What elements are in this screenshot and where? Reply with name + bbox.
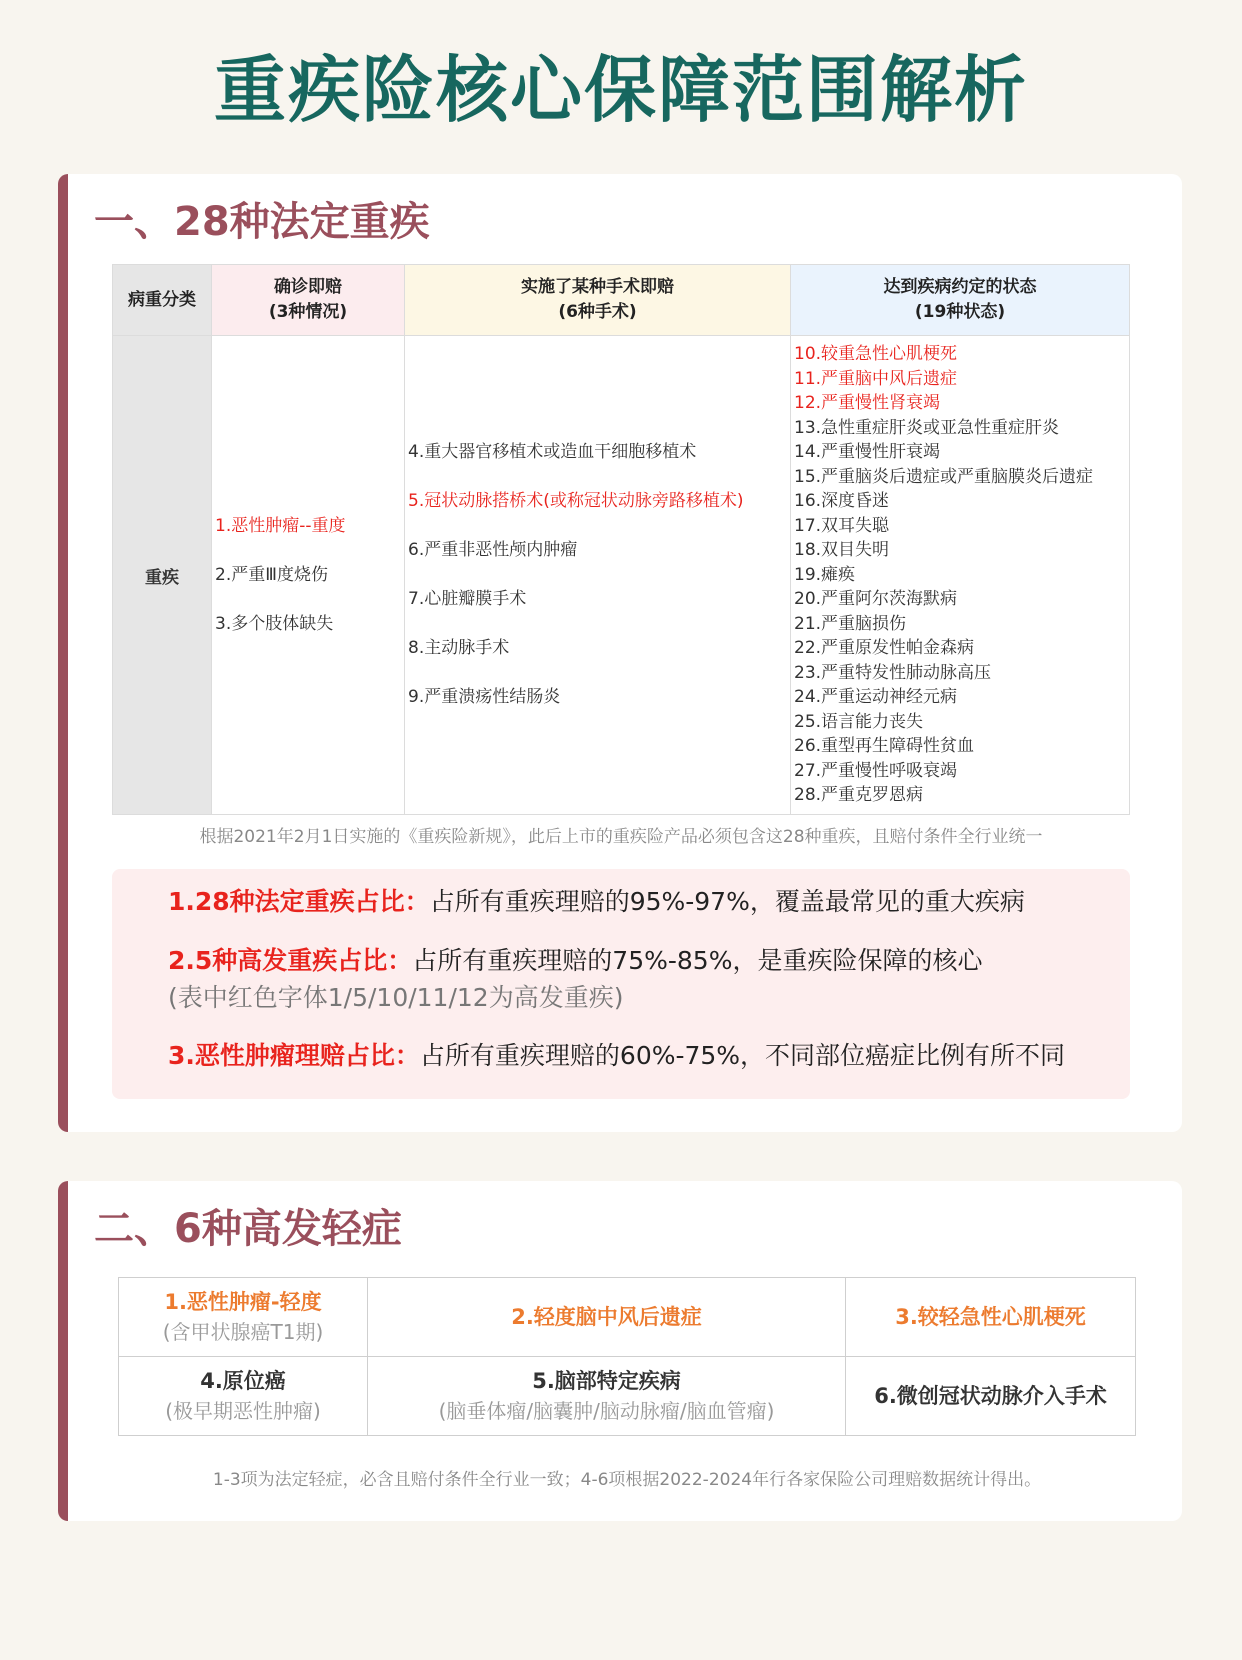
list-item: 22.严重原发性帕金森病: [794, 638, 975, 659]
list-item: 16.深度昏迷: [794, 491, 890, 512]
list-item: 19.瘫痪: [794, 564, 856, 585]
list-item: 27.严重慢性呼吸衰竭: [794, 760, 958, 781]
stats-box: [112, 869, 1130, 1099]
mild-item-3: 3.较轻急性心肌梗死: [846, 1278, 1136, 1357]
mild-item-5: 5.脑部特定疾病 (脑垂体瘤/脑囊肿/脑动脉瘤/脑血管瘤): [368, 1357, 846, 1436]
mild-item-2: 2.轻度脑中风后遗症: [368, 1278, 846, 1357]
section-6-mild-illnesses: [58, 1181, 1182, 1521]
list-item: 7.心脏瓣膜手术: [408, 589, 527, 609]
section1-title: 一、28种法定重疾: [94, 199, 430, 245]
list-item: 15.严重脑炎后遗症或严重脑膜炎后遗症: [794, 466, 1094, 487]
section2-footnote: 1-3项为法定轻症，必含且赔付条件全行业一致；4-6项根据2022-2024年行各家保险公司理赔数据统计得出。: [212, 1470, 1042, 1490]
list-item: 9.严重溃疡性结肠炎: [408, 687, 561, 707]
list-item: 17.双耳失聪: [794, 515, 890, 536]
list-item: 12.严重慢性肾衰竭: [794, 393, 941, 414]
list-item: 8.主动脉手术: [408, 638, 510, 658]
stat-2-note: (表中红色字体1/5/10/11/12为高发重疾): [168, 983, 624, 1012]
page-title: 重疾险核心保障范围解析: [213, 48, 1028, 132]
diagnosis-list: [212, 336, 405, 815]
section-28-critical-illnesses: [58, 174, 1182, 1132]
stat-2: 2.5种高发重疾占比：占所有重疾理赔的75%-85%，是重疾险保障的核心: [168, 946, 983, 975]
list-item: 21.严重脑损伤: [794, 613, 907, 634]
surgery-list: [405, 336, 791, 815]
stat-1: 1.28种法定重疾占比：占所有重疾理赔的95%-97%，覆盖最常见的重大疾病: [168, 887, 1025, 916]
list-item: 23.严重特发性肺动脉高压: [794, 662, 992, 683]
list-item: 28.严重克罗恩病: [794, 785, 924, 806]
header-diagnosis: 确诊即赔 (3种情况): [212, 265, 405, 336]
mild-item-4: 4.原位癌 (极早期恶性肿瘤): [119, 1357, 368, 1436]
mild-illness-table: [118, 1277, 1136, 1436]
list-item: 14.严重慢性肝衰竭: [794, 442, 941, 463]
section2-title: 二、6种高发轻症: [94, 1206, 402, 1252]
list-item: 2.严重Ⅲ度烧伤: [215, 564, 328, 585]
row-label: 重疾: [113, 336, 212, 815]
mild-item-1: 1.恶性肿瘤-轻度 (含甲状腺癌T1期): [119, 1278, 368, 1357]
stat-3: 3.恶性肿瘤理赔占比：占所有重疾理赔的60%-75%，不同部位癌症比例有所不同: [168, 1041, 1066, 1070]
state-list: [791, 336, 1130, 815]
list-item: 4.重大器官移植术或造血干细胞移植术: [408, 442, 697, 462]
mild-item-6: 6.微创冠状动脉介入手术: [846, 1357, 1136, 1436]
section1-footnote: 根据2021年2月1日实施的《重疾险新规》，此后上市的重疾险产品必须包含这28种重疾，且赔付条件全行业统一: [199, 827, 1043, 847]
list-item: 10.较重急性心肌梗死: [794, 344, 958, 365]
header-surgery: 实施了某种手术即赔 (6种手术): [405, 265, 791, 336]
list-item: 20.严重阿尔茨海默病: [794, 589, 958, 610]
list-item: 13.急性重症肝炎或亚急性重症肝炎: [794, 417, 1060, 438]
critical-illness-table: [112, 264, 1130, 815]
list-item: 18.双目失明: [794, 540, 890, 561]
list-item: 24.严重运动神经元病: [794, 687, 958, 708]
list-item: 1.恶性肿瘤--重度: [215, 515, 346, 536]
list-item: 6.严重非恶性颅内肿瘤: [408, 540, 578, 560]
header-category: 病重分类: [113, 265, 212, 336]
list-item: 25.语言能力丧失: [794, 711, 924, 732]
list-item: 5.冠状动脉搭桥术(或称冠状动脉旁路移植术): [408, 491, 744, 511]
list-item: 3.多个肢体缺失: [215, 613, 334, 634]
list-item: 26.重型再生障碍性贫血: [794, 736, 975, 757]
header-state: 达到疾病约定的状态 (19种状态): [791, 265, 1130, 336]
list-item: 11.严重脑中风后遗症: [794, 368, 958, 389]
